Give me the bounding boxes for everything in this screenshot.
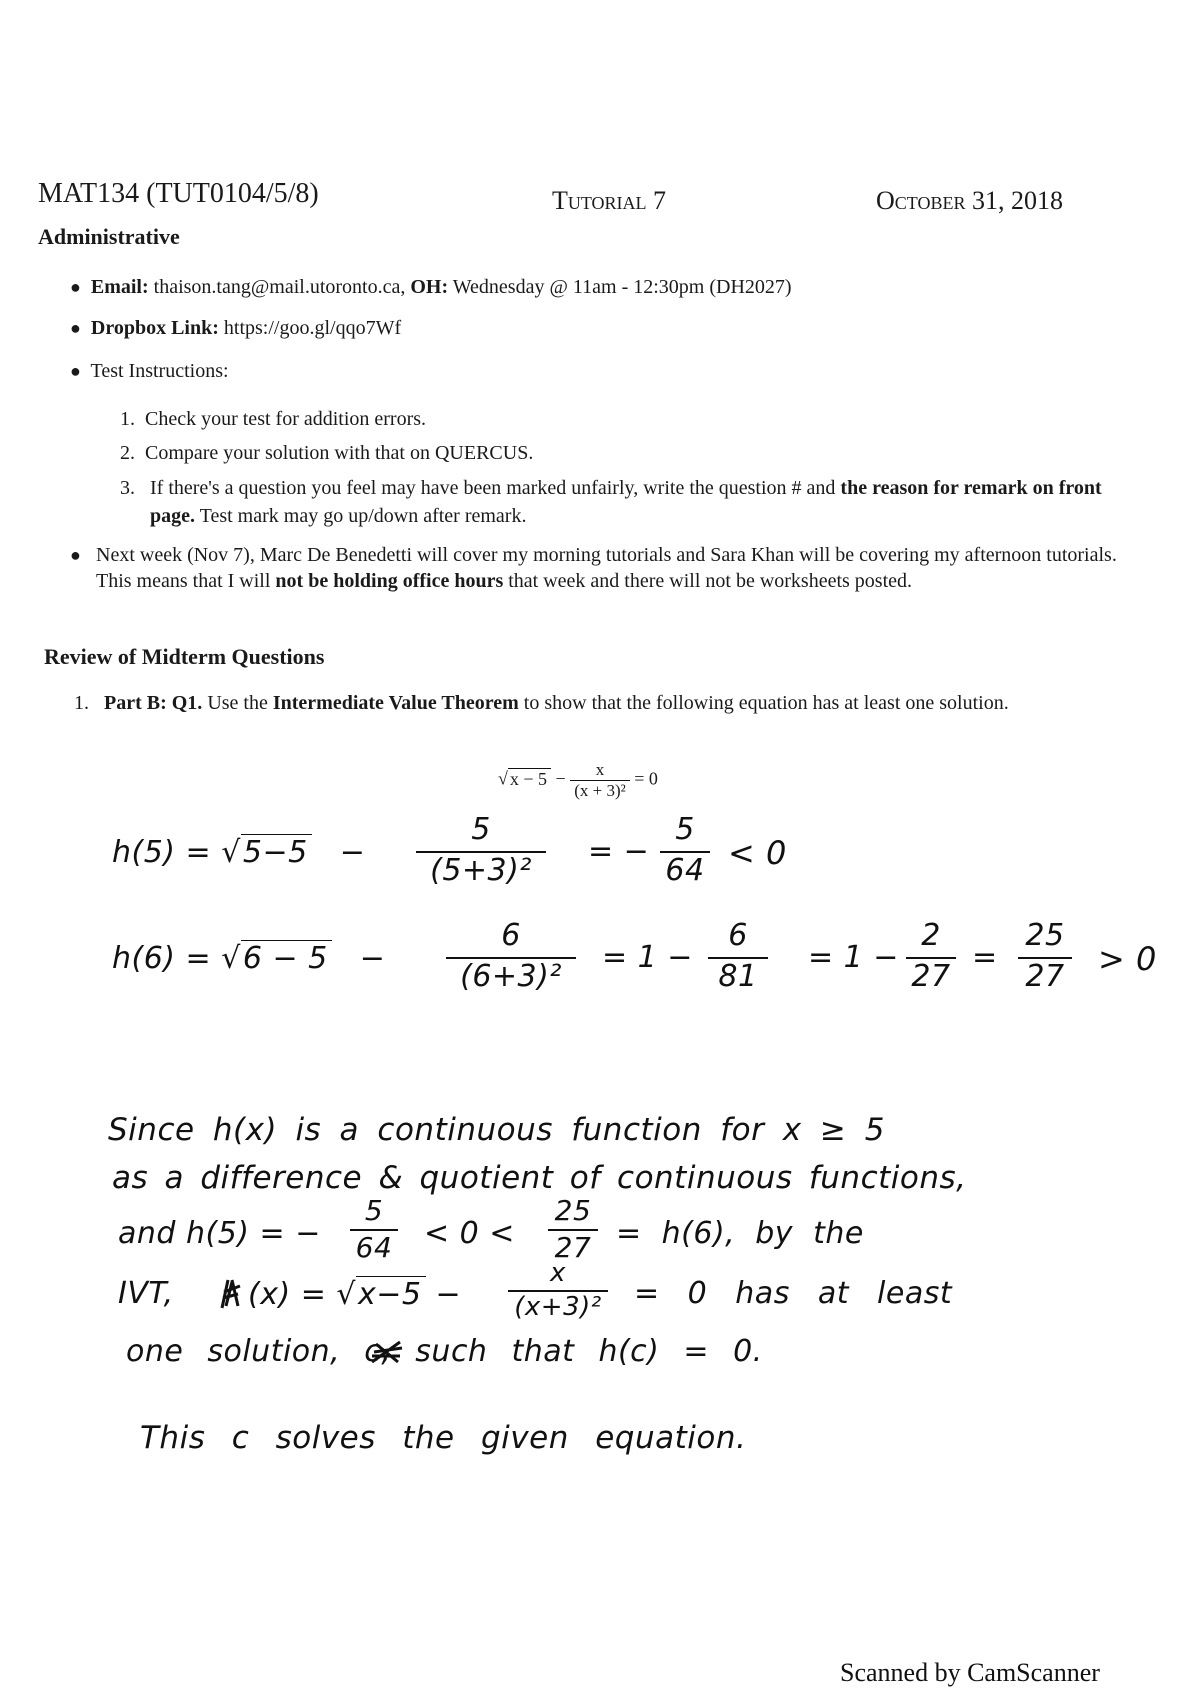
equation-numerator: x (595, 760, 605, 779)
hw-denominator: 27 (906, 957, 956, 994)
note-text: Next week (Nov 7), Marc De Benedetti will cover my morning tutorials and Sara Khan will be covering my afternoon tutorials. This means that I will (96, 544, 1117, 592)
next-week-note (70, 542, 1150, 594)
hw-denominator: (x+3)² (508, 1290, 608, 1322)
question-text: to show that the following equation has at least one solution. (523, 692, 1009, 714)
hw-h5-rel: < 0 (728, 834, 787, 872)
hw-radicand: x−5 (356, 1276, 425, 1312)
hw-radicand: 6 − 5 (241, 940, 332, 976)
step-text: Check your test for addition errors. (145, 408, 427, 430)
question-equation (498, 760, 658, 801)
oh-value: Wednesday @ 11am - 12:30pm (DH2027) (452, 276, 792, 298)
handwritten-h5 (112, 834, 383, 870)
step-text-bold: the reason for remark on front page. (150, 477, 1102, 527)
hw-operator: − (435, 1277, 462, 1312)
instruction-step-3 (120, 474, 1130, 530)
sqrt-icon: √ (336, 1277, 357, 1312)
scribble-icon (218, 1276, 244, 1312)
scribble-icon (370, 1338, 404, 1366)
hw-radicand: 5−5 (241, 834, 312, 870)
hw-numerator: 25 (554, 1194, 592, 1227)
hw-h6-fraction (446, 918, 576, 994)
question-1 (74, 690, 1134, 716)
question-text: Use the (207, 692, 268, 714)
sqrt-icon: √ (221, 835, 241, 870)
hw-h5-result (660, 812, 710, 888)
hw-h6-frac2 (906, 918, 956, 994)
hw-numerator: 25 (1025, 918, 1065, 953)
test-instructions-line (70, 356, 229, 386)
question-number: 1. (74, 692, 89, 714)
note-text-bold: not be holding office hours (275, 570, 504, 592)
step-text: If there's a question you feel may have been marked unfairly, write the question # and (150, 477, 836, 499)
hw-denominator: 27 (548, 1229, 598, 1264)
bullet-icon: ● (70, 545, 81, 565)
course-code: MAT134 (TUT0104/5/8) (38, 178, 319, 209)
administrative-heading: Administrative (38, 224, 180, 249)
hw-numerator: 2 (921, 918, 941, 953)
sqrt-icon: √ (498, 768, 508, 789)
question-label: Part B: Q1. (104, 692, 203, 714)
step-text: Test mark may go up/down after remark. (199, 505, 527, 527)
hw-lhs: h(6) = (112, 941, 212, 976)
hw-line4-frac (508, 1258, 608, 1322)
hw-denominator: 64 (350, 1229, 398, 1264)
step-number: 2. (120, 442, 135, 464)
hw-numerator: 5 (471, 812, 491, 847)
email-value: thaison.tang@mail.utoronto.ca, (153, 276, 406, 298)
instruction-step-2 (120, 438, 533, 468)
equation-operator: − (555, 768, 566, 789)
hw-denominator: 64 (660, 851, 710, 888)
hw-numerator: 6 (501, 918, 521, 953)
hw-line-5: one solution, c, such that h(c) = 0. (126, 1334, 763, 1369)
hw-operator: − (359, 941, 386, 976)
hw-numerator: 5 (675, 812, 695, 847)
hw-denominator: (6+3)² (446, 957, 576, 994)
hw-h6-eq3: = (972, 940, 998, 975)
bullet-icon: ● (70, 318, 81, 338)
step-number: 3. (120, 477, 135, 499)
hw-line-3 (118, 1216, 321, 1251)
hw-lhs: h(5) = (112, 835, 212, 870)
dropbox-line (70, 313, 401, 343)
sqrt-icon: √ (221, 941, 241, 976)
step-text: Compare your solution with that on QUERCUS. (145, 442, 534, 464)
equation-denominator: (x + 3)² (570, 780, 630, 801)
email-line (70, 272, 1150, 302)
hw-operator: − (339, 835, 366, 870)
hw-denominator: (5+3)² (416, 851, 546, 888)
step-number: 1. (120, 408, 135, 430)
hw-line3-frac1 (350, 1194, 398, 1264)
hw-numerator: 5 (364, 1194, 384, 1227)
bullet-icon: ● (70, 361, 81, 381)
hw-numerator: 6 (728, 918, 748, 953)
note-text: that week and there will not be worksheets posted. (508, 570, 913, 592)
equation-radicand: x − 5 (508, 768, 551, 790)
hw-line-1: Since h(x) is a continuous function for x ≥ 5 (108, 1112, 885, 1148)
hw-line-6: This c solves the given equation. (140, 1420, 747, 1456)
hw-numerator: x (550, 1258, 566, 1288)
tutorial-date: October 31, 2018 (876, 186, 1063, 215)
instruction-step-1 (120, 404, 426, 434)
hw-line-2: as a difference & quotient of continuous functions, (112, 1160, 967, 1196)
hw-h5-fraction (416, 812, 546, 888)
dropbox-label: Dropbox Link: (90, 317, 219, 339)
hw-h6-frac3 (1018, 918, 1072, 994)
hw-line3-b: < 0 < (424, 1216, 515, 1251)
hw-line4-b (248, 1276, 461, 1312)
hw-line3-frac2 (548, 1194, 598, 1264)
test-instructions-label: Test Instructions: (90, 360, 229, 382)
handwritten-h6 (112, 940, 403, 976)
question-text-bold: Intermediate Value Theorem (272, 692, 519, 714)
hw-h6-eq1: = 1 − (602, 940, 693, 975)
hw-line3-c: = h(6), by the (616, 1216, 864, 1251)
hw-denominator: 81 (708, 957, 768, 994)
hw-text: IVT, (118, 1276, 174, 1311)
hw-text: (x) = (248, 1277, 327, 1312)
hw-h5-eq: = − (588, 834, 650, 869)
scanner-watermark: Scanned by CamScanner (840, 1658, 1100, 1687)
bullet-icon: ● (70, 277, 81, 297)
hw-line-4 (118, 1276, 174, 1311)
hw-denominator: 27 (1018, 957, 1072, 994)
email-label: Email: (90, 276, 149, 298)
oh-label: OH: (410, 276, 449, 298)
hw-h6-frac1 (708, 918, 768, 994)
hw-h6-eq2: = 1 − (808, 940, 899, 975)
tutorial-title: Tutorial 7 (552, 186, 667, 215)
hw-line4-c: = 0 has at least (634, 1276, 953, 1311)
hw-h6-rel: > 0 (1098, 940, 1157, 978)
hw-text: and h(5) = − (118, 1216, 321, 1251)
review-heading: Review of Midterm Questions (44, 644, 325, 669)
equation-rhs: = 0 (634, 768, 658, 789)
dropbox-link: https://goo.gl/qqo7Wf (223, 317, 402, 339)
